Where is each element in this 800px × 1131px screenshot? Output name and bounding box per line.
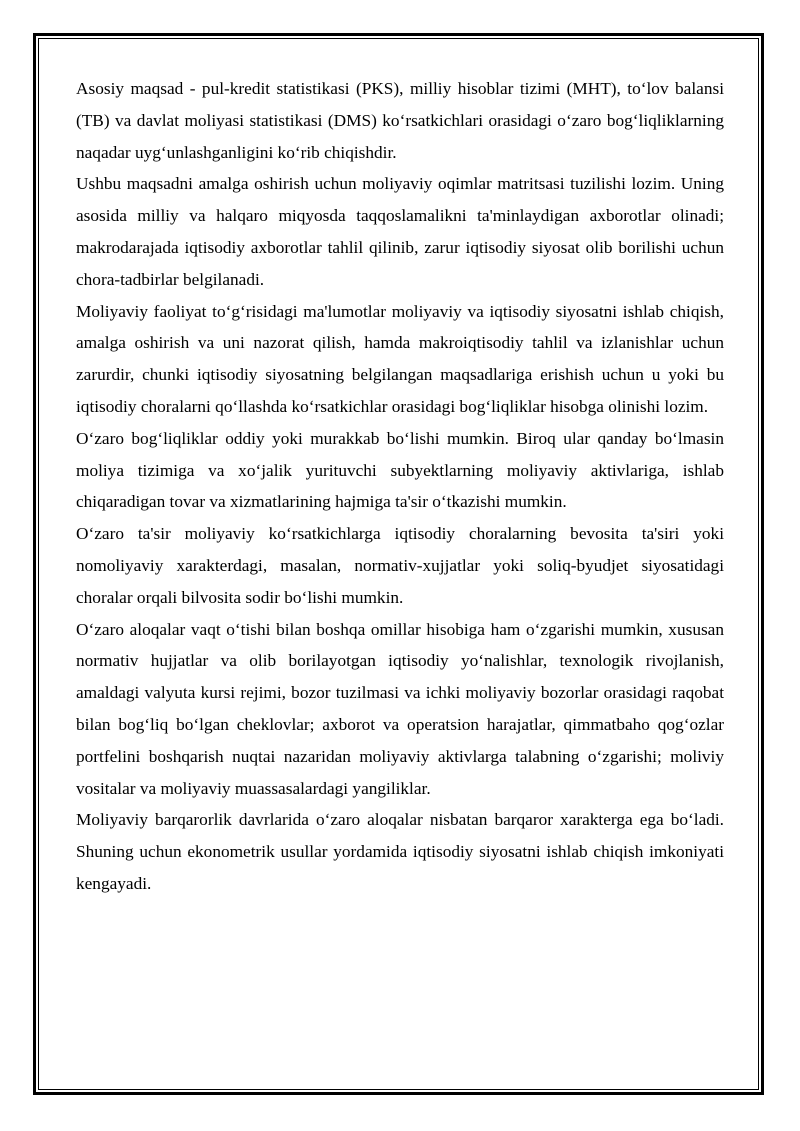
paragraph: O‘zaro aloqalar vaqt o‘tishi bilan boshqa omillar hisobiga ham o‘zgarishi mumkin, xususan normativ hujjatlar va olib borilayotgan iqtisodiy yo‘nalishlar, texnologik rivojlanish, amaldagi valyuta kursi rejimi, bozor tuzilmasi va ichki moliyaviy bozorlar orasidagi raqobat bilan bog‘liq bo‘lgan cheklovlar; axborot va operatsion harajatlar, qimmatbaho qog‘ozlar portfelini boshqarish nuqtai nazaridan moliyaviy aktivlarga talabning o‘zgarishi; moliviy vositalar va moliyaviy muassasalardagi yangiliklar. [76,619,724,798]
paragraph: Moliyaviy faoliyat to‘g‘risidagi ma'lumotlar moliyaviy va iqtisodiy siyosatni ishlab chiqish, amalga oshirish va uni nazorat qilish, hamda makroiqtisodiy tahlil va izlanishlar uchun zarurdir, chunki iqtisodiy siyosatning belgilangan maqsadlariga erishish uchun u yoki bu iqtisodiy choralarni qo‘llashda ko‘rsatkichlar orasidagi bog‘liqliklar hisobga olinishi lozim. [76,301,724,416]
paragraph: O‘zaro ta'sir moliyaviy ko‘rsatkichlarga iqtisodiy choralarning bevosita ta'siri yoki nomoliyaviy xarakterdagi, masalan, normativ-xujjatlar yoki soliq-byudjet siyosatidagi choralar orqali bilvosita sodir bo‘lishi mumkin. [76,524,724,607]
paragraph: O‘zaro bog‘liqliklar oddiy yoki murakkab bo‘lishi mumkin. Biroq ular qanday bo‘lmasin moliya tizimiga va xo‘jalik yurituvchi subyektlarning moliyaviy aktivlariga, ishlab chiqaradigan tovar va xizmatlarining hajmiga ta'sir o‘tkazishi mumkin. [76,428,724,512]
paragraph: Moliyaviy barqarorlik davrlarida o‘zaro aloqalar nisbatan barqaror xarakterga ega bo‘ladi. Shuning uchun ekonometrik usullar yordamida iqtisodiy siyosatni ishlab chiqish imkoniyati kengayadi. [76,810,724,893]
paragraph: Asosiy maqsad - pul-kredit statistikasi (PKS), milliy hisoblar tizimi (MHT), to‘lov balansi (TB) va davlat moliyasi statistikasi (DMS) ko‘rsatkichlari orasidagi o‘zaro bog‘liqliklarning naqadar uyg‘unlashganligini ko‘rib chiqishdir. [76,79,724,162]
paragraph: Ushbu maqsadni amalga oshirish uchun moliyaviy oqimlar matritsasi tuzilishi lozim. Uning asosida milliy va halqaro miqyosda taqqoslamalikni ta'minlaydigan axborotlar olinadi; makrodarajada iqtisodiy axborotlar tahlil qilinib, zarur iqtisodiy siyosat olib borilishi uchun chora-tadbirlar belgilanadi. [76,174,724,289]
document-body [76,73,724,900]
